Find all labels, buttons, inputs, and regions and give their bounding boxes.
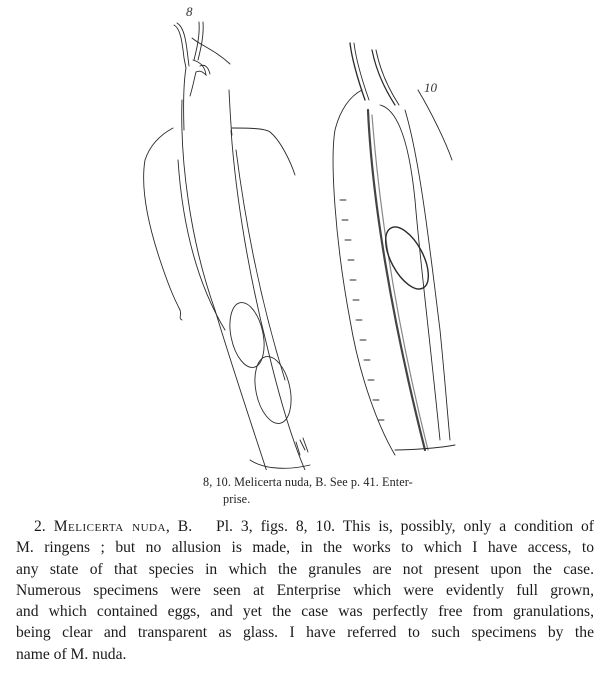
description-line-2: M. ringens ; but no allusion is made, in the works to which I have access, to	[16, 539, 594, 557]
figure-8-drawing	[144, 22, 310, 470]
figure-caption	[203, 474, 483, 508]
figure-10-label: 10	[424, 80, 437, 95]
description-line-3: any state of that species in which the granules are not present upon the case.	[16, 560, 594, 578]
line-text: Pl. 3, figs. 8, 10. This is, possibly, only a condition of	[216, 518, 594, 535]
species-description	[16, 516, 594, 665]
description-line-4: Numerous specimens were seen at Enterprise which were evidently full grown,	[16, 581, 594, 599]
figure-10-drawing	[333, 43, 455, 455]
species-name: Melicerta nuda	[53, 518, 166, 535]
caption-line-1: 8, 10. Melicerta nuda, B. See p. 41. Enter-	[203, 475, 413, 489]
description-line-7: name of M. nuda.	[16, 645, 127, 663]
description-line-6: being clear and transparent as glass. I have referred to such specimens by the	[16, 624, 594, 642]
caption-line-2: prise.	[223, 492, 251, 506]
description-line-5: and which contained eggs, and yet the case was perfectly free from granulations,	[16, 603, 594, 621]
figure-8-label: 8	[186, 4, 193, 19]
description-line-1	[16, 516, 594, 537]
species-author: , B.	[165, 518, 193, 535]
heading-number: 2.	[34, 518, 46, 535]
